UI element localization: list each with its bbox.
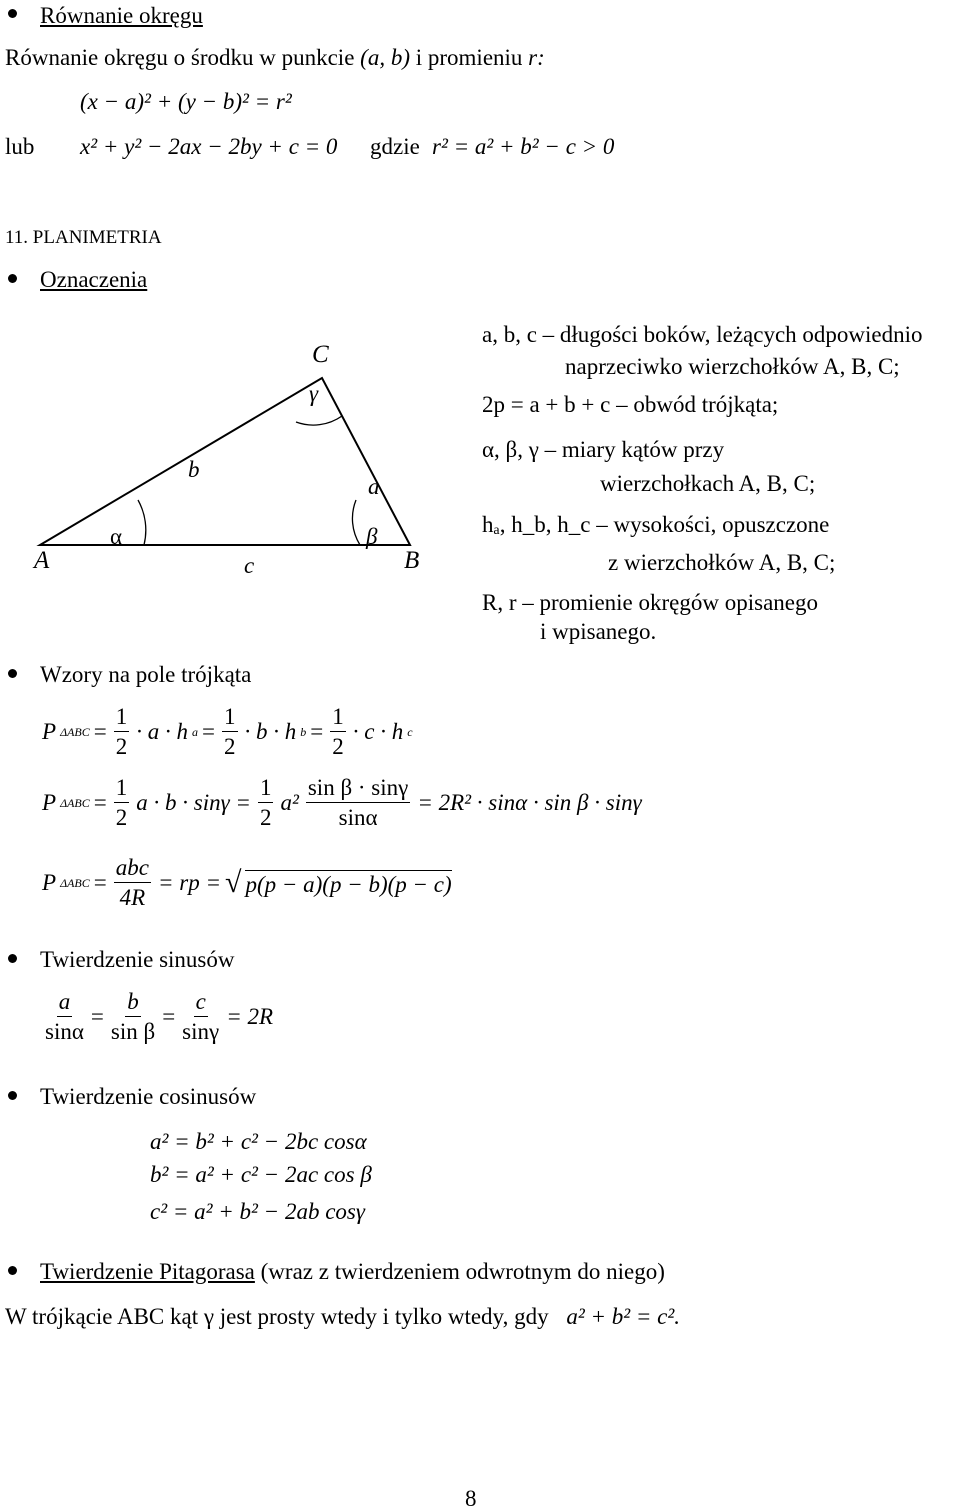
math-part <box>45 990 84 1043</box>
lub-label: lub <box>5 134 35 159</box>
side-b-label: b <box>188 457 200 482</box>
math-part: (a, b) <box>360 45 410 70</box>
math-part: a <box>192 724 199 739</box>
math-part: PLANIMETRIA <box>32 227 162 248</box>
notation-line: naprzeciwko wierzchołków A, B, C; <box>565 354 900 379</box>
math-part: · b · h <box>244 719 297 744</box>
math-part: = <box>202 719 215 744</box>
math-part: sinα <box>45 1019 84 1044</box>
math-part: P <box>42 719 57 744</box>
alpha-label: α <box>110 524 123 549</box>
notation-line: wierzchołkach A, B, C; <box>600 471 816 496</box>
notation-line: i wpisanego. <box>540 619 657 644</box>
math-part: sinα <box>338 805 378 830</box>
heading-circle: Równanie okręgu <box>40 3 203 28</box>
side-c-label: c <box>244 553 255 578</box>
area-formula-heron <box>42 856 452 909</box>
area-formula-sine <box>42 776 642 829</box>
math-part: a² <box>280 790 299 815</box>
math-part: Twierdzenie Pitagorasa <box>40 1259 255 1284</box>
law-of-sines <box>42 990 273 1043</box>
math-part: abc <box>114 856 151 883</box>
gamma-label: γ <box>309 381 319 406</box>
math-part: = <box>93 790 107 815</box>
bullet <box>8 1266 17 1275</box>
circle-intro <box>5 46 545 69</box>
circle-equation: (x − a)² + (y − b)² = r² <box>80 89 292 114</box>
heading-cosines: Twierdzenie cosinusów <box>40 1084 257 1109</box>
math-part <box>258 776 274 829</box>
math-part: = <box>310 719 324 744</box>
notation-line: α, β, γ – miary kątów przy <box>482 437 725 462</box>
angle-beta-arc <box>352 500 360 545</box>
triangle-diagram <box>0 330 460 590</box>
math-part <box>182 990 219 1043</box>
notation-line: a, b, c – długości boków, leżących odpowiednio <box>482 322 923 347</box>
math-part: ΔABC <box>60 875 90 890</box>
page-number: 8 <box>465 1486 477 1506</box>
math-part: 1 <box>114 705 130 732</box>
math-part: = 2R² · sinα · sin β · sinγ <box>417 790 642 815</box>
math-part: Równanie okręgu o środku w punkcie <box>5 45 355 70</box>
math-part: 2 <box>332 734 344 759</box>
math-part: 1 <box>330 705 346 732</box>
side-a-label: a <box>368 474 380 499</box>
math-part: a² + b² = c². <box>566 1304 681 1329</box>
math-part: = <box>162 1004 176 1029</box>
math-part <box>114 856 151 909</box>
angle-alpha-arc <box>138 500 146 545</box>
math-part: i promieniu <box>415 45 523 70</box>
notation-line: 2p = a + b + c – obwód trójkąta; <box>482 392 779 417</box>
math-part: W trójkącie ABC kąt γ jest prosty wtedy i tylko wtedy, gdy <box>5 1304 549 1329</box>
math-part: p(p − a)(p − b)(p − c) <box>245 871 452 897</box>
math-part: = rp = <box>157 870 221 895</box>
math-part <box>222 705 238 758</box>
math-part <box>306 776 410 829</box>
math-part: 2 <box>259 805 272 830</box>
math-part <box>114 776 130 829</box>
math-part <box>114 705 130 758</box>
math-part: 4R <box>119 885 146 910</box>
pythagoras-text <box>5 1305 680 1328</box>
vertex-b-label: B <box>404 547 420 574</box>
math-part: r: <box>528 45 545 70</box>
radius-condition: r² = a² + b² − c > 0 <box>432 134 615 159</box>
notation-line: z wierzchołków A, B, C; <box>608 550 836 575</box>
heading-pythagoras <box>40 1260 665 1283</box>
math-part: √ <box>224 865 242 899</box>
cosine-formula: b² = a² + c² − 2ac cos β <box>150 1162 372 1187</box>
area-formula-heights <box>42 705 413 758</box>
math-part: = <box>90 1004 104 1029</box>
heading-notation: Oznaczenia <box>40 267 148 292</box>
math-part: 11. <box>5 227 29 248</box>
math-part: c <box>194 990 208 1017</box>
math-part: 1 <box>114 776 130 803</box>
math-part: c <box>407 724 413 739</box>
bullet <box>8 1091 17 1100</box>
section-heading <box>5 228 162 247</box>
math-part: ΔABC <box>60 795 90 810</box>
cosine-formula: c² = a² + b² − 2ab cosγ <box>150 1199 365 1224</box>
bullet <box>8 9 17 18</box>
math-part: 1 <box>258 776 274 803</box>
cosine-formula: a² = b² + c² − 2bc cosα <box>150 1129 367 1154</box>
beta-label: β <box>366 524 378 549</box>
math-part: · c · h <box>352 719 404 744</box>
math-part: = <box>93 870 107 895</box>
math-part <box>111 990 155 1043</box>
notation-line: hₐ, h_b, h_c – wysokości, opuszczone <box>482 512 830 537</box>
math-part: P <box>42 870 57 895</box>
angle-gamma-arc <box>296 416 342 425</box>
math-part: ΔABC <box>60 724 90 739</box>
math-part: · a · h <box>136 719 189 744</box>
math-part: sinγ <box>182 1019 220 1044</box>
bullet <box>8 669 17 678</box>
math-part: 2 <box>224 734 236 759</box>
vertex-c-label: C <box>312 341 329 368</box>
notation-line: R, r – promienie okręgów opisanego <box>482 590 818 615</box>
math-part <box>330 705 346 758</box>
math-part: = 2R <box>226 1004 274 1029</box>
math-part: b <box>125 990 141 1017</box>
bullet <box>8 954 17 963</box>
vertex-a-label: A <box>34 547 50 574</box>
math-part: a · b · sinγ = <box>136 790 251 815</box>
math-part: = <box>93 719 107 744</box>
math-part: 1 <box>222 705 238 732</box>
math-part: sin β <box>110 1019 156 1044</box>
heading-sines: Twierdzenie sinusów <box>40 947 235 972</box>
circle-general-equation: x² + y² − 2ax − 2by + c = 0 <box>80 134 338 159</box>
bullet <box>8 274 17 283</box>
math-part: sin β · sinγ <box>306 776 410 803</box>
math-part: 2 <box>115 805 128 830</box>
math-part: P <box>42 790 57 815</box>
gdzie-label: gdzie <box>370 134 420 159</box>
math-part: 2 <box>115 734 128 759</box>
math-part: a <box>57 990 73 1017</box>
triangle <box>40 378 410 545</box>
heading-area: Wzory na pole trójkąta <box>40 662 252 687</box>
math-part: b <box>300 724 307 739</box>
math-part: (wraz z twierdzeniem odwrotnym do niego) <box>260 1259 665 1284</box>
